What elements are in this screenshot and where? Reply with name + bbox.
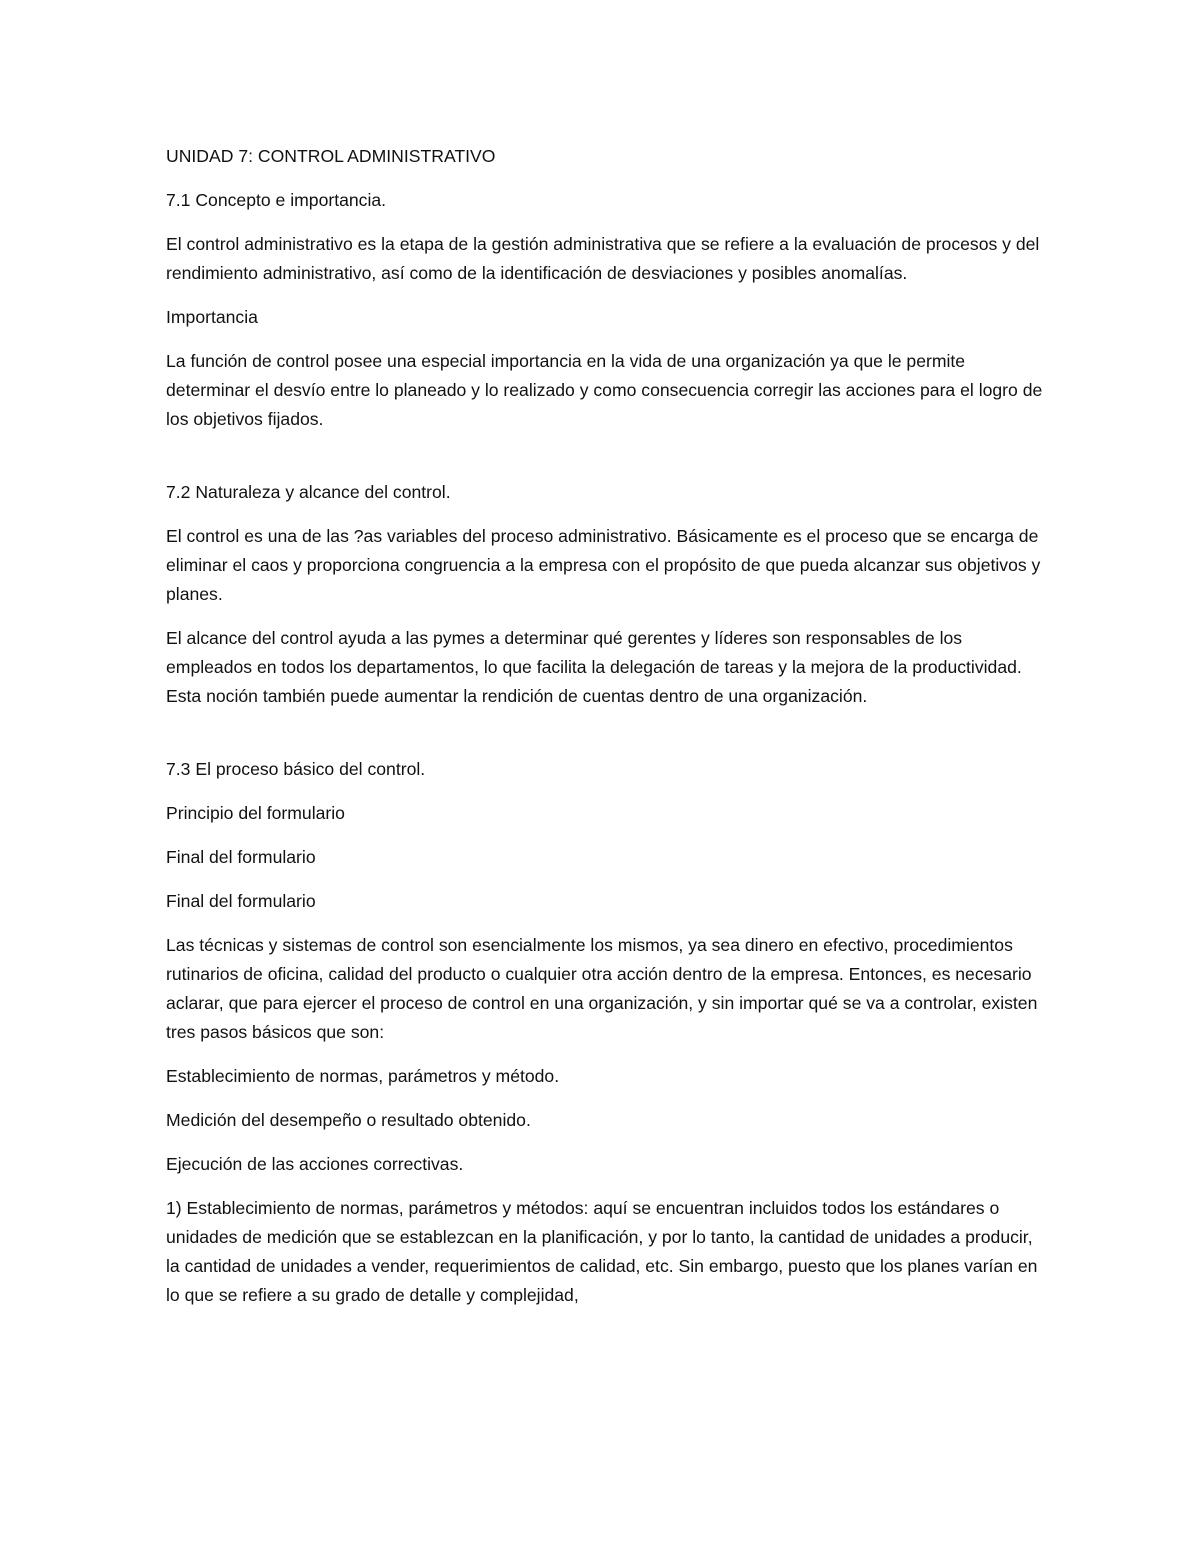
step-medicion: Medición del desempeño o resultado obtenido. [166, 1110, 531, 1130]
section-7-2-paragraph-alcance: El alcance del control ayuda a las pymes a determinar qué gerentes y líderes son responsables de los empleados en todos los departamentos, lo que facilita la delegación de tareas y la mejora de la productividad. Esta noción también puede aumentar la rendición de cuentas dentro de una organización. [166, 628, 1022, 706]
section-7-2-heading: 7.2 Naturaleza y alcance del control. [166, 482, 451, 502]
section-7-2-paragraph-naturaleza: El control es una de las ?as variables del proceso administrativo. Básicamente es el proceso que se encarga de eliminar el caos y proporciona congruencia a la empresa con el propósito de que pueda alcanzar sus objetivos y planes. [166, 526, 1041, 604]
form-start-label: Principio del formulario [166, 803, 345, 823]
section-7-1-paragraph-definition: El control administrativo es la etapa de la gestión administrativa que se refiere a la evaluación de procesos y del rendimiento administrativo, así como de la identificación de desviaciones y posibles anomalías. [166, 234, 1040, 283]
step-ejecucion: Ejecución de las acciones correctivas. [166, 1154, 464, 1174]
section-7-3-paragraph-normas: 1) Establecimiento de normas, parámetros y métodos: aquí se encuentran incluidos todos los estándares o unidades de medición que se establezcan en la planificación, y por lo tanto, la cantidad de unidades a producir, la cantidad de unidades a vender, requerimientos de calidad, etc. Sin embargo, puesto que los planes varían en lo que se refiere a su grado de detalle y complejidad, [166, 1198, 1038, 1305]
document-body [166, 142, 1046, 1325]
section-7-1-heading: 7.1 Concepto e importancia. [166, 190, 387, 210]
section-7-1-paragraph-importancia: La función de control posee una especial importancia en la vida de una organización ya que le permite determinar el desvío entre lo planeado y lo realizado y como consecuencia corregir las acciones para el logro de los objetivos fijados. [166, 351, 1043, 429]
step-establecimiento: Establecimiento de normas, parámetros y método. [166, 1066, 560, 1086]
section-7-3-paragraph-tecnicas: Las técnicas y sistemas de control son esencialmente los mismos, ya sea dinero en efectivo, procedimientos rutinarios de oficina, calidad del producto o cualquier otra acción dentro de la empresa. Entonces, es necesario aclarar, que para ejercer el proceso de control en una organización, y sin importar qué se va a controlar, existen tres pasos básicos que son: [166, 935, 1038, 1042]
section-7-1-subheading-importancia: Importancia [166, 307, 258, 327]
form-end-label-2: Final del formulario [166, 891, 316, 911]
form-end-label-1: Final del formulario [166, 847, 316, 867]
section-7-3-heading: 7.3 El proceso básico del control. [166, 759, 426, 779]
document-title: UNIDAD 7: CONTROL ADMINISTRATIVO [166, 146, 496, 166]
